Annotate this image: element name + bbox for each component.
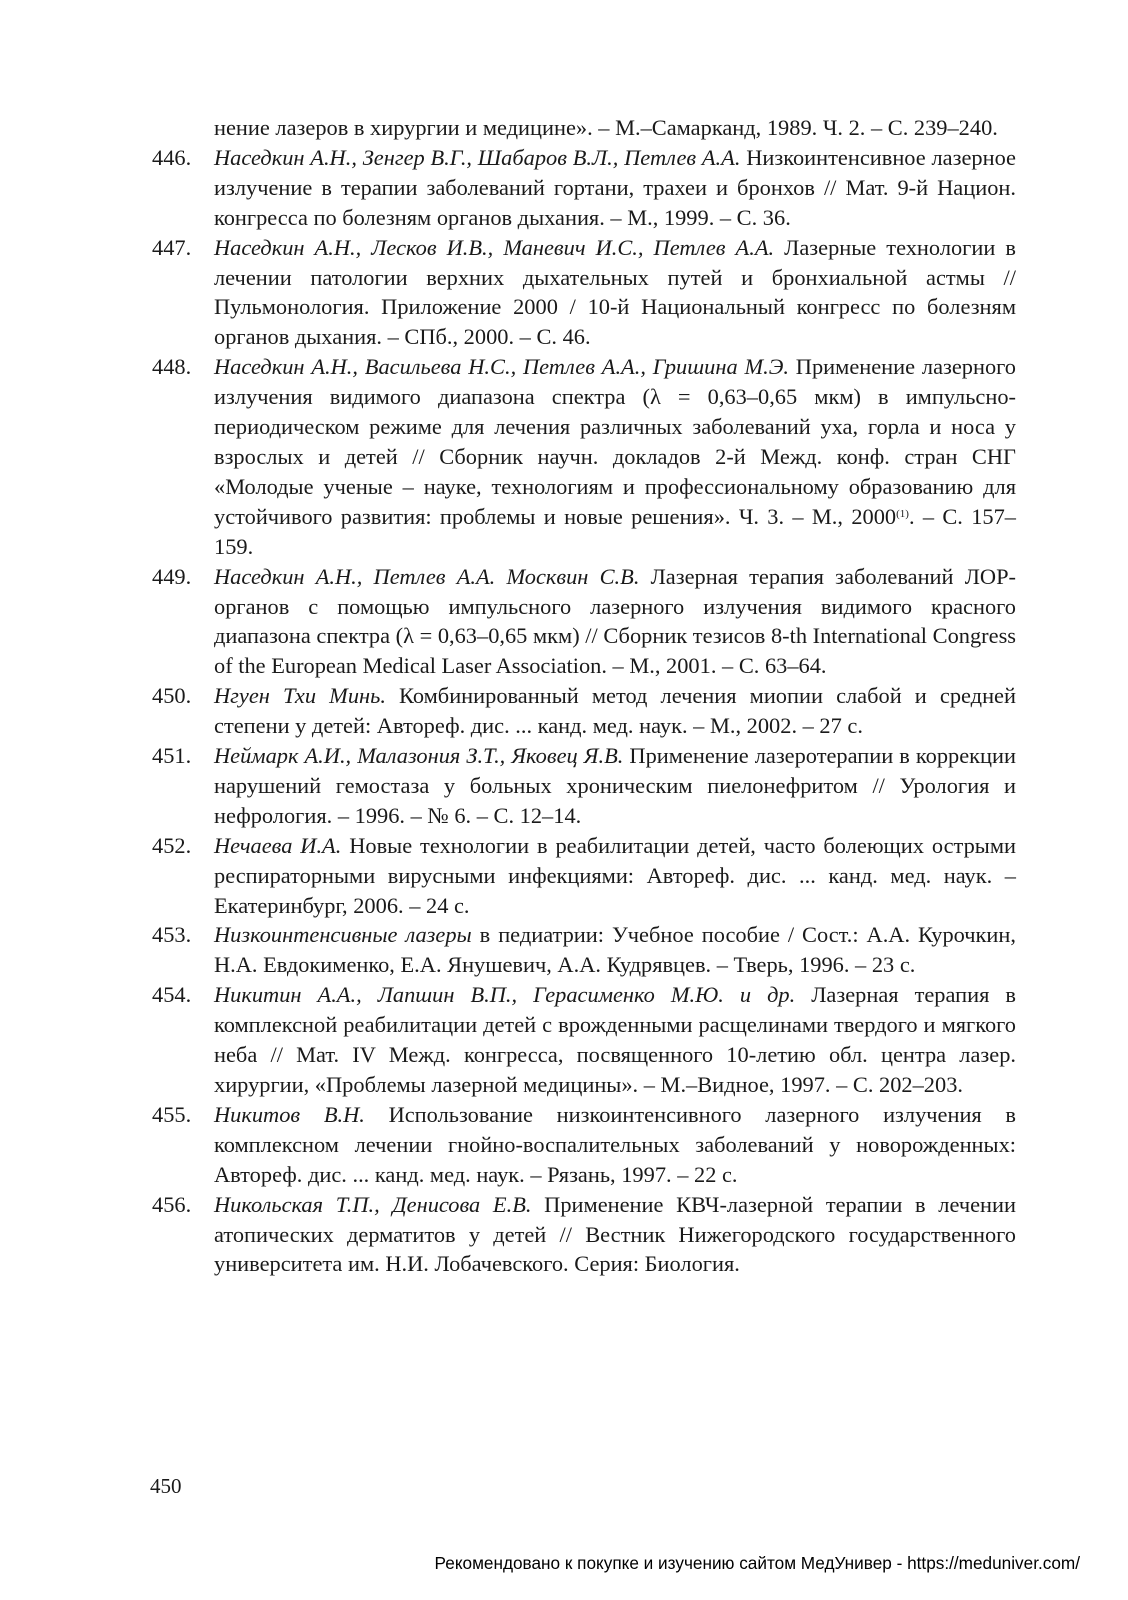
reference-number: 451. — [152, 743, 192, 769]
reference-text: Лазерные технологии в лечении патологии верхних дыхательных путей и бронхиальной астмы // Пульмонология. Приложение 2000 / 10-й Национальный конгресс по болезням органов дыхания. – СПб., 2000. – С. 46. — [214, 234, 1016, 350]
reference-authors: Низкоинтенсивные лазеры — [214, 922, 472, 948]
reference-authors: Никитов В.Н. — [214, 1101, 365, 1127]
reference-item — [152, 352, 1016, 561]
reference-text: Применение КВЧ-лазерной терапии в лечении атопических дерматитов у детей // Вестник Нижегородского государственного университета им. Н.И. Лобачевского. Серия: Биология. — [214, 1191, 1016, 1277]
reference-authors: Неймарк А.И., Малазония З.Т., Яковец Я.В. — [214, 743, 624, 769]
reference-text: в педиатрии: Учебное пособие / Сост.: А.А. Курочкин, Н.А. Евдокименко, Е.А. Янушевич, А.А. Кудрявцев. – Тверь, 1996. – 23 с. — [214, 922, 1016, 978]
reference-authors: Наседкин А.Н., Васильева Н.С., Петлев А.А., Гришина М.Э. — [214, 354, 789, 380]
reference-text: Лазерная терапия в комплексной реабилитации детей с врожденными расщелинами твердого и мягкого неба // Мат. IV Межд. конгресса, посвященного 10-летию обл. центра лазер. хирургии, «Проблемы лазерной медицины». – М.–Видное, 1997. – С. 202–203. — [214, 982, 1016, 1097]
reference-text: Применение лазерного излучения видимого диапазона спектра (λ = 0,63–0,65 мкм) в импульсно-периодическом режиме для лечения различных заболеваний уха, горла и носа у взрослых и детей // Сборник научн. докладов 2-й Межд. конф. стран СНГ «Молодые ученые – науке, технологиям и профессиональному образованию для устойчивого развития: проблемы и новые решения». Ч. 3. – М., 2000 — [214, 354, 1017, 529]
reference-item — [152, 980, 1016, 1100]
reference-number: 455. — [152, 1101, 192, 1127]
reference-text-tail: . – С. 157–159. — [214, 503, 1016, 559]
reference-item — [152, 233, 1016, 353]
reference-number: 449. — [152, 563, 192, 589]
reference-text: Новые технологии в реабилитации детей, часто болеющих острыми респираторными вирусными инфекциями: Автореф. дис. ... канд. мед. наук. – Екатеринбург, 2006. – 24 с. — [214, 832, 1017, 918]
reference-item — [152, 1100, 1016, 1190]
reference-item — [152, 920, 1016, 980]
reference-authors: Нгуен Тхи Минь. — [214, 683, 386, 709]
reference-item — [152, 143, 1016, 233]
reference-text: Низкоинтенсивное лазерное излучение в терапии заболеваний гортани, трахеи и бронхов // Мат. 9-й Национ. конгресса по болезням органов дыхания. – М., 1999. – С. 36. — [214, 144, 1016, 230]
reference-authors: Наседкин А.Н., Петлев А.А. Москвин С.В. — [214, 563, 640, 589]
reference-number: 446. — [152, 144, 192, 170]
reference-text: Лазерная терапия заболеваний ЛОР-органов с помощью импульсного лазерного излучения видимого красного диапазона спектра (λ = 0,63–0,65 мкм) // Сборник тезисов 8-th International Congress of the European Medical Laser Association. – М., 2001. – С. 63–64. — [214, 563, 1016, 679]
reference-number: 452. — [152, 832, 192, 858]
reference-number: 453. — [152, 922, 192, 948]
reference-authors: Нечаева И.А. — [214, 832, 342, 858]
reference-authors: Наседкин А.Н., Лесков И.В., Маневич И.С., Петлев А.А. — [214, 234, 775, 260]
page-number: 450 — [150, 1474, 182, 1498]
reference-item — [152, 741, 1016, 831]
reference-authors: Наседкин А.Н., Зенгер В.Г., Шабаров В.Л., Петлев А.А. — [214, 144, 741, 170]
reference-list — [152, 113, 1016, 1279]
reference-authors: Никитин А.А., Лапшин В.П., Герасименко М.Ю. и др. — [214, 982, 796, 1008]
reference-number: 448. — [152, 354, 192, 380]
reference-item — [152, 831, 1016, 921]
reference-text: нение лазеров в хирургии и медицине». – М.–Самарканд, 1989. Ч. 2. – С. 239–240. — [214, 115, 998, 140]
reference-item — [152, 1190, 1016, 1280]
reference-number: 456. — [152, 1191, 192, 1217]
reference-text: Комбинированный метод лечения миопии слабой и средней степени у детей: Автореф. дис. ... канд. мед. наук. – М., 2002. – 27 с. — [214, 683, 1016, 739]
reference-item — [152, 562, 1016, 682]
reference-number: 450. — [152, 683, 192, 709]
footer-note: Рекомендовано к покупке и изучению сайтом МедУнивер - https://meduniver.com/ — [434, 1553, 1080, 1573]
reference-authors: Никольская Т.П., Денисова Е.В. — [214, 1191, 532, 1217]
reference-text: Использование низкоинтенсивного лазерного излучения в комплексном лечении гнойно-воспалительных заболеваний у новорожденных: Автореф. дис. ... канд. мед. наук. – Рязань, 1997. – 22 с. — [214, 1101, 1017, 1187]
reference-item — [152, 681, 1016, 741]
reference-text: Применение лазеротерапии в коррекции нарушений гемостаза у больных хроническим пиелонефритом // Урология и нефрология. – 1996. – № 6. – С. 12–14. — [214, 743, 1016, 828]
reference-superscript: (1) — [896, 507, 909, 520]
reference-number: 447. — [152, 234, 192, 260]
reference-number: 454. — [152, 982, 192, 1008]
reference-item — [152, 113, 1016, 143]
